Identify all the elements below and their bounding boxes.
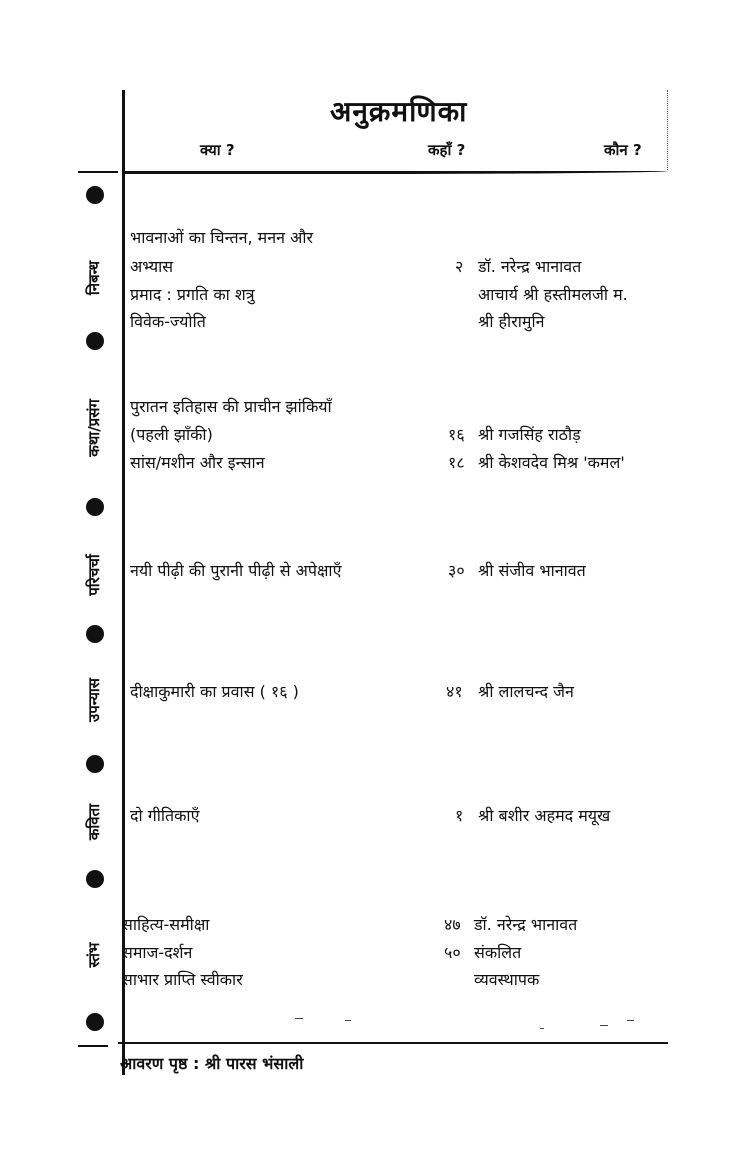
entry-author: व्यवस्थापक (474, 970, 540, 989)
entry-page: ५० (444, 943, 461, 962)
entry-title: सांस/मशीन और इन्सान (130, 453, 265, 472)
print-speck (600, 1025, 608, 1026)
section-label-paricharcha: परिचर्चा (85, 554, 103, 596)
page-edge-dots (667, 90, 668, 170)
column-head-what: क्या ? (200, 141, 235, 159)
entry-author: श्री केशवदेव मिश्र 'कमल' (478, 453, 625, 472)
entry-page: ४७ (444, 915, 461, 934)
entry-page: १८ (448, 453, 465, 472)
entry-title: विवेक-ज्योति (130, 312, 206, 331)
entry-title: समाज-दर्शन (122, 943, 193, 962)
page-title: अनुक्रमणिका (330, 95, 468, 128)
column-head-who: कौन ? (604, 141, 642, 159)
footer-rule-stub (78, 1045, 108, 1047)
entry-page: २ (455, 257, 464, 276)
bullet-icon (86, 1013, 104, 1031)
entry-title: दो गीतिकाएँ (130, 806, 200, 825)
entry-author: डॉ. नरेन्द्र भानावत (478, 257, 582, 276)
bullet-icon (86, 755, 104, 773)
header-rule-stub (78, 171, 118, 173)
bullet-icon (86, 870, 104, 888)
entry-title: साभार प्राप्ति स्वीकार (122, 970, 243, 989)
section-label-nibandh: निबन्ध (85, 260, 103, 296)
print-speck (627, 1020, 634, 1021)
entry-author: श्री बशीर अहमद मयूख (478, 806, 611, 825)
bullet-icon (86, 625, 104, 643)
bullet-icon (86, 186, 104, 204)
header-rule (122, 171, 668, 174)
section-label-kavita: कविता (85, 803, 103, 841)
entry-title: (पहली झाँकी) (130, 425, 213, 444)
section-label-upanyas: उपन्यास (85, 678, 103, 722)
entry-author: डॉ. नरेन्द्र भानावत (474, 915, 578, 934)
entry-title: दीक्षाकुमारी का प्रवास ( १६ ) (130, 682, 299, 701)
print-speck (345, 1020, 351, 1021)
bullet-icon (86, 332, 104, 350)
entry-title: प्रमाद : प्रगति का शत्रु (130, 285, 255, 304)
entry-author: श्री संजीव भानावत (478, 561, 586, 580)
entry-title: साहित्य-समीक्षा (122, 915, 210, 934)
bullet-icon (86, 498, 104, 516)
print-speck (295, 1018, 303, 1019)
print-speck (540, 1028, 544, 1029)
entry-page: १६ (448, 425, 465, 444)
column-head-where: कहाँ ? (428, 141, 466, 159)
entry-title: भावनाओं का चिन्तन, मनन और (130, 228, 313, 247)
section-label-katha-prasang: कथा/प्रसंग (85, 399, 103, 457)
section-label-stambh: स्तंभ (85, 942, 103, 968)
footer-rule (118, 1042, 668, 1044)
entry-author: आचार्य श्री हस्तीमलजी म. (478, 285, 628, 304)
entry-author: श्री गजसिंह राठौड़ (478, 425, 581, 444)
entry-title: नयी पीढ़ी की पुरानी पीढ़ी से अपेक्षाएँ (130, 561, 342, 580)
entry-author: श्री लालचन्द जैन (478, 682, 574, 701)
entry-page: १ (455, 806, 464, 825)
entry-title: पुरातन इतिहास की प्राचीन झांकियाँ (130, 397, 332, 416)
cover-credit: आवरण पृष्ठ : श्री पारस भंसाली (120, 1054, 304, 1073)
entry-page: ३० (448, 561, 465, 580)
entry-page: ४१ (446, 682, 463, 701)
entry-author: श्री हीरामुनि (478, 312, 545, 331)
entry-author: संकलित (474, 943, 522, 962)
entry-title: अभ्यास (130, 257, 174, 276)
